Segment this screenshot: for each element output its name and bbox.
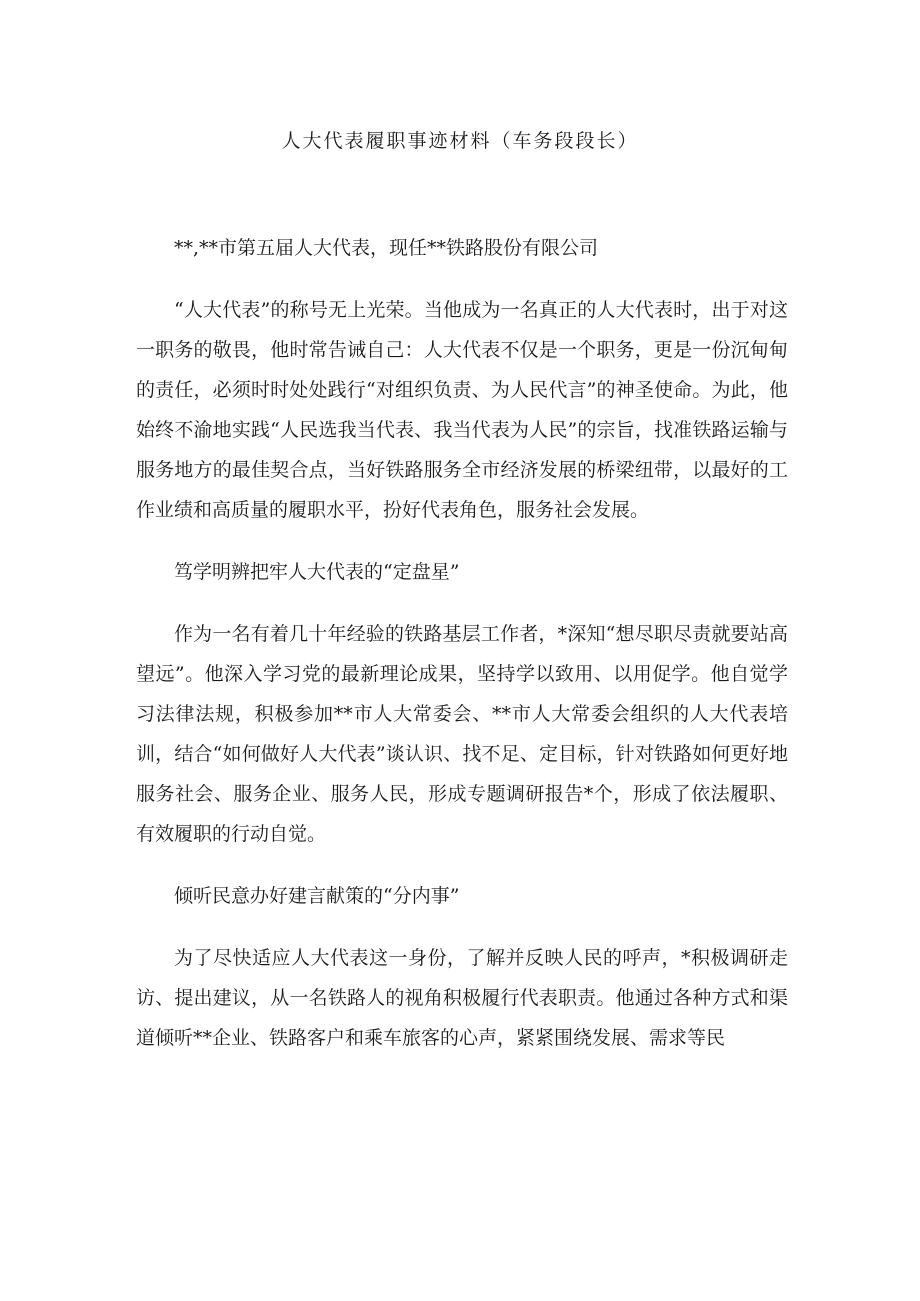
body-paragraph: “人大代表”的称号无上光荣。当他成为一名真正的人大代表时，出于对这一职务的敬畏，他时常告诫自己：人大代表不仅是一个职务，更是一份沉甸甸的责任，必须时时处处践行“对组织负责、为人民代言”的神圣使命。为此，他始终不渝地实践“人民选我当代表、我当代表为人民”的宗旨，找准铁路运输与服务地方的最佳契合点，当好铁路服务全市经济发展的桥梁纽带，以最好的工作业绩和高质量的履职水平，扮好代表角色，服务社会发展。 bbox=[136, 299, 788, 521]
body-paragraph: 作为一名有着几十年经验的铁路基层工作者，*深知“想尽职尽责就要站高望远”。他深入学习党的最新理论成果，坚持学以致用、以用促学。他自觉学习法律法规，积极参加**市人大常委会、**市人大常委会组织的人大代表培训，结合“如何做好人大代表”谈认识、找不足、定目标，针对铁路如何更好地服务社会、服务企业、服务人民，形成专题调研报告*个，形成了依法履职、有效履职的行动自觉。 bbox=[136, 623, 788, 845]
document-title: 人大代表履职事迹材料（车务段段长） bbox=[281, 130, 639, 152]
section-heading: 倾听民意办好建言献策的“分内事” bbox=[174, 885, 460, 907]
section-heading: 笃学明辨把牢人大代表的“定盘星” bbox=[174, 561, 460, 583]
body-paragraph: 为了尽快适应人大代表这一身份，了解并反映人民的呼声，*积极调研走访、提出建议，从一名铁路人的视角积极履行代表职责。他通过各种方式和渠道倾听**企业、铁路客户和乘车旅客的心声，紧紧围绕发展、需求等民 bbox=[136, 947, 788, 1049]
document-body bbox=[136, 228, 788, 1080]
intro-paragraph: **,**市第五届人大代表，现任**铁路股份有限公司 bbox=[174, 237, 599, 259]
